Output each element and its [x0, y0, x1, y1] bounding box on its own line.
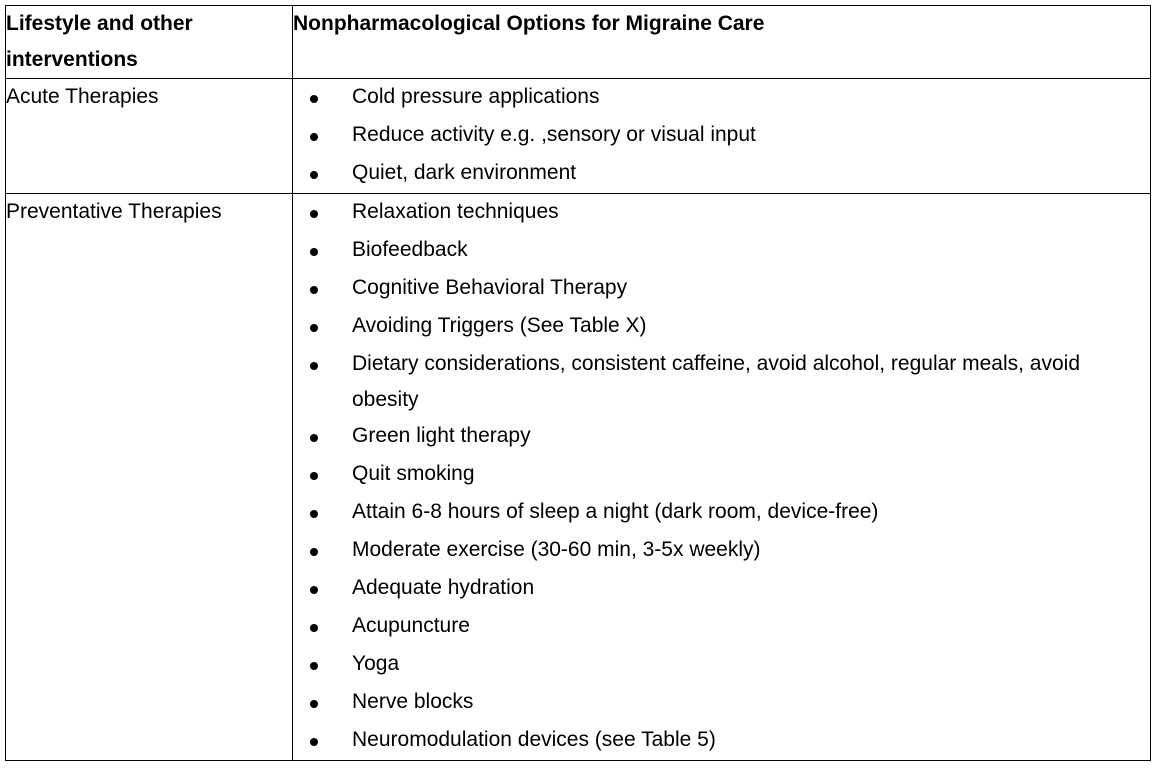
bullet-icon	[310, 434, 318, 442]
list-item-text: Reduce activity e.g. ,sensory or visual input	[352, 123, 756, 146]
bullet-icon	[310, 210, 318, 218]
list-item-text: Attain 6-8 hours of sleep a night (dark room, device-free)	[352, 500, 879, 523]
row-items-preventative-therapies	[293, 194, 1151, 761]
list-item-text: Green light therapy	[352, 424, 531, 447]
list-item-text: Cognitive Behavioral Therapy	[352, 276, 628, 299]
table-row-acute	[6, 79, 1151, 194]
list-item	[293, 308, 1150, 346]
list-item	[293, 194, 1150, 232]
list-item	[293, 722, 1150, 760]
list-item	[293, 570, 1150, 608]
list-item-text: Dietary considerations, consistent caffeine, avoid alcohol, regular meals, avoid obesity	[352, 352, 1081, 411]
bullet-icon	[310, 510, 318, 518]
list-item	[293, 270, 1150, 308]
list-item-text: Quiet, dark environment	[352, 161, 577, 184]
list-item-text: Acupuncture	[352, 614, 470, 637]
bullet-icon	[310, 548, 318, 556]
list-item	[293, 117, 1150, 155]
list-item	[293, 155, 1150, 193]
list-item	[293, 608, 1150, 646]
list-item	[293, 494, 1150, 532]
header-nonpharmacological-options: Nonpharmacological Options for Migraine Care	[293, 6, 1151, 79]
list-item	[293, 646, 1150, 684]
bullet-icon	[310, 700, 318, 708]
list-item	[293, 532, 1150, 570]
bullet-icon	[310, 248, 318, 256]
list-item-text: Adequate hydration	[352, 576, 535, 599]
list-item-text: Quit smoking	[352, 462, 475, 485]
row-items-acute-therapies	[293, 79, 1151, 194]
bullet-icon	[310, 133, 318, 141]
bullet-icon	[310, 324, 318, 332]
bullet-icon	[310, 171, 318, 179]
table-row-preventative	[6, 194, 1151, 761]
list-item	[293, 346, 1150, 418]
bullet-list-acute	[293, 79, 1150, 193]
list-item-text: Biofeedback	[352, 238, 468, 261]
list-item-text: Moderate exercise (30-60 min, 3-5x weekly)	[352, 538, 761, 561]
header-row	[6, 6, 1151, 79]
list-item-text: Yoga	[352, 652, 400, 675]
list-item-text: Neuromodulation devices (see Table 5)	[352, 728, 716, 751]
bullet-icon	[310, 738, 318, 746]
bullet-icon	[310, 472, 318, 480]
list-item	[293, 418, 1150, 456]
list-item-text: Cold pressure applications	[352, 85, 600, 108]
row-label-preventative-therapies: Preventative Therapies	[6, 194, 293, 761]
list-item-text: Relaxation techniques	[352, 200, 559, 223]
list-item	[293, 232, 1150, 270]
list-item-text: Nerve blocks	[352, 690, 474, 713]
row-label-acute-therapies: Acute Therapies	[6, 79, 293, 194]
list-item	[293, 79, 1150, 117]
bullet-list-preventative	[293, 194, 1150, 760]
bullet-icon	[310, 362, 318, 370]
migraine-options-table	[5, 5, 1151, 761]
list-item	[293, 456, 1150, 494]
bullet-icon	[310, 95, 318, 103]
bullet-icon	[310, 586, 318, 594]
bullet-icon	[310, 624, 318, 632]
bullet-icon	[310, 662, 318, 670]
list-item-text: Avoiding Triggers (See Table X)	[352, 314, 647, 337]
header-lifestyle-interventions: Lifestyle and other interventions	[6, 6, 293, 79]
bullet-icon	[310, 286, 318, 294]
list-item	[293, 684, 1150, 722]
